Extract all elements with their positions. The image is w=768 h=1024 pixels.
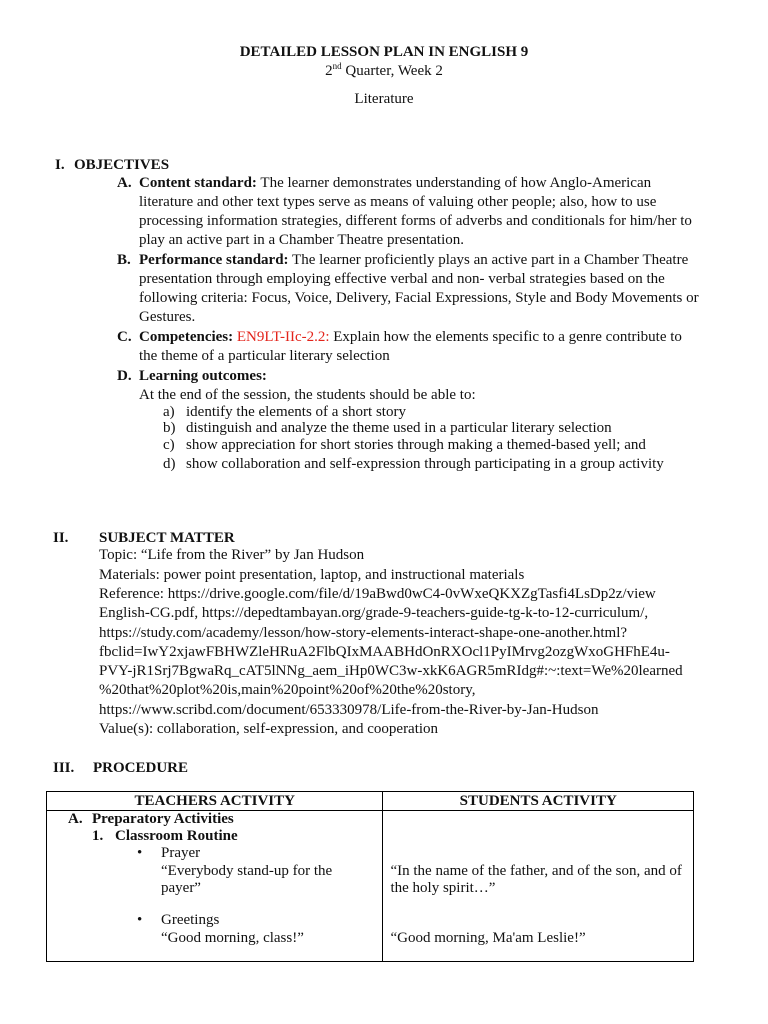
content-standard-label: Content standard: [139, 175, 257, 191]
student-activity-cell [383, 811, 694, 962]
content-standard-line-4: play an active part in a Chamber Theatre presentation. [139, 232, 465, 248]
learning-outcomes-label: Learning outcomes: [139, 368, 267, 384]
procedure-table-row [47, 811, 694, 962]
quarter-number: 2 [325, 63, 333, 79]
student-header-cell [383, 792, 694, 811]
competencies-label: Competencies: [139, 329, 234, 345]
section-letter: A. [68, 811, 83, 827]
learning-outcomes-letter: D. [117, 368, 132, 384]
performance-standard-letter: B. [117, 252, 131, 268]
sub-number: 1. [92, 828, 104, 844]
outcome-text-b: distinguish and analyze the theme used in a particular literary selection [186, 420, 612, 436]
objectives-heading: OBJECTIVES [74, 157, 170, 173]
quarter-text: Quarter, Week 2 [341, 63, 443, 79]
subject-matter-values: Value(s): collaboration, self-expression, and cooperation [99, 721, 439, 737]
performance-standard-line-1: Performance standard: The learner proficiently plays an active part in a Chamber Theatre [139, 252, 689, 268]
student-activity-header: STUDENTS ACTIVITY [459, 793, 617, 809]
subject-title: Literature [354, 91, 414, 107]
procedure-table-header-row [47, 792, 694, 811]
outcome-marker-a: a) [163, 404, 175, 420]
procedure-table [46, 791, 694, 962]
classroom-routine-title: Classroom Routine [115, 828, 238, 844]
subject-matter-reference-5: PVY-jR1Srj7BgwaRq_cAT5lNNg_aem_iHp0WC3w-xkK6AGR5mRIdg#:~:text=We%20learned [99, 663, 683, 679]
subject-matter-reference-6: %20that%20plot%20is,main%20point%20of%20the%20story, [99, 682, 476, 698]
performance-standard-line-2: presentation through employing effective verbal and non- verbal strategies based on the [139, 271, 665, 287]
outcome-marker-d: d) [163, 456, 176, 472]
greetings-student-line-1: “Good morning, Ma'am Leslie!” [390, 930, 586, 946]
subject-matter-reference-1: Reference: https://drive.google.com/file/d/19aBwd0wC4-0vWxeQKXZgTasfi4LsDp2z/view [99, 586, 656, 602]
subject-matter-reference-7: https://www.scribd.com/document/653330978/Life-from-the-River-by-Jan-Hudson [99, 702, 599, 718]
prayer-student-line-2: the holy spirit…” [390, 880, 496, 896]
subject-matter-materials: Materials: power point presentation, laptop, and instructional materials [99, 567, 525, 583]
subject-matter-topic: Topic: “Life from the River” by Jan Hudson [99, 547, 365, 563]
preparatory-activities-title: Preparatory Activities [92, 811, 234, 827]
outcome-marker-b: b) [163, 420, 176, 436]
prayer-teacher-line-2: payer” [161, 880, 201, 896]
outcome-text-c: show appreciation for short stories through making a themed-based yell; and [186, 437, 646, 453]
quarter-line [0, 63, 768, 80]
outcome-marker-c: c) [163, 437, 175, 453]
prayer-teacher-line-1: “Everybody stand-up for the [161, 863, 333, 879]
objectives-numeral: I. [55, 157, 65, 173]
prayer-student-line-1: “In the name of the father, and of the son, and of [390, 863, 682, 879]
greetings-label: Greetings [161, 912, 220, 928]
subject-matter-numeral: II. [53, 530, 69, 546]
competency-code: EN9LT-IIc-2.2: [233, 329, 330, 345]
outcome-text-d: show collaboration and self-expression through participating in a group activity [186, 456, 664, 472]
teacher-header-cell [47, 792, 383, 811]
competencies-line-2: the theme of a particular literary selection [139, 348, 390, 364]
content-standard-letter: A. [117, 175, 132, 191]
procedure-numeral: III. [53, 760, 75, 776]
competencies-letter: C. [117, 329, 132, 345]
subject-matter-heading: SUBJECT MATTER [99, 530, 235, 546]
bullet-icon: • [137, 845, 143, 861]
bullet-icon: • [137, 912, 143, 928]
subject-matter-reference-3: https://study.com/academy/lesson/how-story-elements-interact-shape-one-another.html? [99, 625, 628, 641]
quarter-suffix: nd [332, 61, 342, 71]
subject-matter-reference-4: fbclid=IwY2xjawFBHWZleHRuA2FlbQIxMAABHdOnRXOcl1PyIMrvg2ozgWxoGHFhE4u- [99, 644, 670, 660]
teacher-activity-header: TEACHERS ACTIVITY [134, 793, 295, 809]
performance-standard-line-4: Gestures. [139, 309, 196, 325]
content-standard-line-2: literature and other text types serve as means of valuing other people; also, how to use [139, 194, 657, 210]
subject-matter-reference-2: English-CG.pdf, https://depedtambayan.org/grade-9-teachers-guide-tg-k-to-12-curriculum/, [99, 605, 649, 621]
procedure-heading: PROCEDURE [93, 760, 189, 776]
prayer-label: Prayer [161, 845, 201, 861]
content-standard-line-3: processing information strategies, different forms of adverbs and conditionals for him/her to [139, 213, 692, 229]
teacher-activity-cell [47, 811, 383, 962]
performance-standard-line-3: following criteria: Focus, Voice, Delivery, Facial Expressions, Style and Body Movements or [139, 290, 699, 306]
content-standard-line-1: Content standard: The learner demonstrates understanding of how Anglo-American [139, 175, 652, 191]
outcome-text-a: identify the elements of a short story [186, 404, 406, 420]
performance-standard-label: Performance standard: [139, 252, 289, 268]
learning-outcomes-intro: At the end of the session, the students should be able to: [139, 387, 476, 403]
greetings-teacher-line-1: “Good morning, class!” [161, 930, 304, 946]
competencies-line-1: Competencies: EN9LT-IIc-2.2: Explain how the elements specific to a genre contribute to [139, 329, 682, 345]
document-title: DETAILED LESSON PLAN IN ENGLISH 9 [239, 44, 529, 60]
